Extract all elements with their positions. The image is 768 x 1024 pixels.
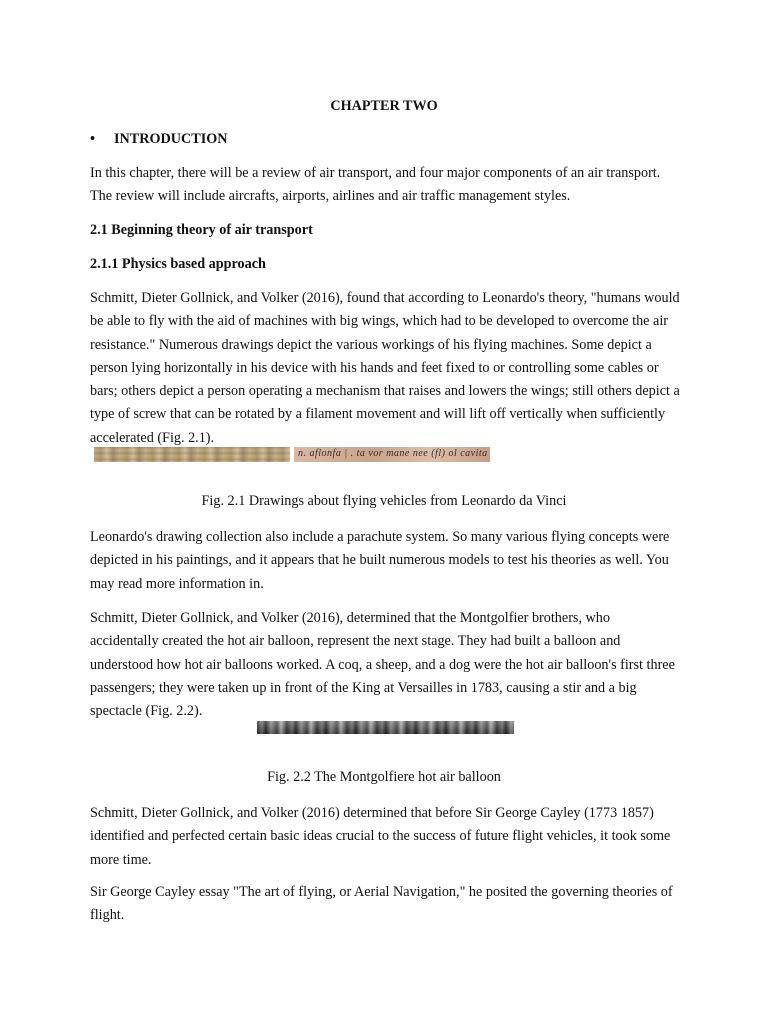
- montgolfier-paragraph: Schmitt, Dieter Gollnick, and Volker (2016), determined that the Montgolfier brothers, who accidentally created the hot air balloon, represent the next stage. They had built a balloon and understood how hot air balloons worked. A coq, a sheep, and a dog were the hot air balloon's first three passengers; they were taken up in front of the King at Versailles in 1783, causing a stir and a big spectacle (Fig. 2.2).: [90, 610, 675, 720]
- section-heading-2-1-1: 2.1.1 Physics based approach: [90, 256, 266, 272]
- figure-2-1-drawing-left: [94, 447, 290, 462]
- parachute-paragraph: Leonardo's drawing collection also include a parachute system. So many various flying concepts were depicted in his paintings, and it appears that he built numerous models to test his theories as well. You may read more information in.: [90, 529, 670, 592]
- cayley-paragraph: Schmitt, Dieter Gollnick, and Volker (2016) determined that before Sir George Cayley (1773 1857) identified and perfected certain basic ideas crucial to the success of future flight vehicles, it took some more time.: [90, 805, 671, 868]
- figure-2-1-caption: Fig. 2.1 Drawings about flying vehicles from Leonardo da Vinci: [201, 493, 567, 509]
- figure-2-2-caption: Fig. 2.2 The Montgolfiere hot air balloon: [267, 769, 501, 785]
- section-heading-2-1: 2.1 Beginning theory of air transport: [90, 222, 313, 238]
- leonardo-paragraph: Schmitt, Dieter Gollnick, and Volker (2016), found that according to Leonardo's theory, "humans would be able to fly with the aid of machines with big wings, which had to be developed to overcome the air resistance." Numerous drawings depict the various workings of his flying machines. Some depict a person lying horizontally in his device with his hands and feet fixed to or controlling some cables or bars; others depict a person operating a mechanism that raises and lowers the wings; still others depict a type of screw that can be rotated by a filament movement and will lift off vertically when sufficiently accelerated (Fig. 2.1).: [90, 290, 680, 446]
- intro-paragraph: In this chapter, there will be a review of air transport, and four major components of an air transport. The review will include aircrafts, airports, airlines and air traffic management styles.: [90, 165, 661, 205]
- essay-paragraph: Sir George Cayley essay "The art of flying, or Aerial Navigation," he posited the governing theories of flight.: [90, 884, 673, 924]
- figure-2-1-handwriting: n. aflonfa | . ta vor mane nee (fl) ol cavita: [298, 448, 488, 459]
- figure-2-2-balloon-image: [257, 721, 514, 734]
- introduction-heading-row: [90, 128, 228, 151]
- figure-2-1-drawing-right: [294, 447, 490, 462]
- chapter-title: CHAPTER TWO: [330, 98, 438, 114]
- introduction-heading: INTRODUCTION: [114, 131, 228, 147]
- bullet-icon: •: [90, 131, 95, 147]
